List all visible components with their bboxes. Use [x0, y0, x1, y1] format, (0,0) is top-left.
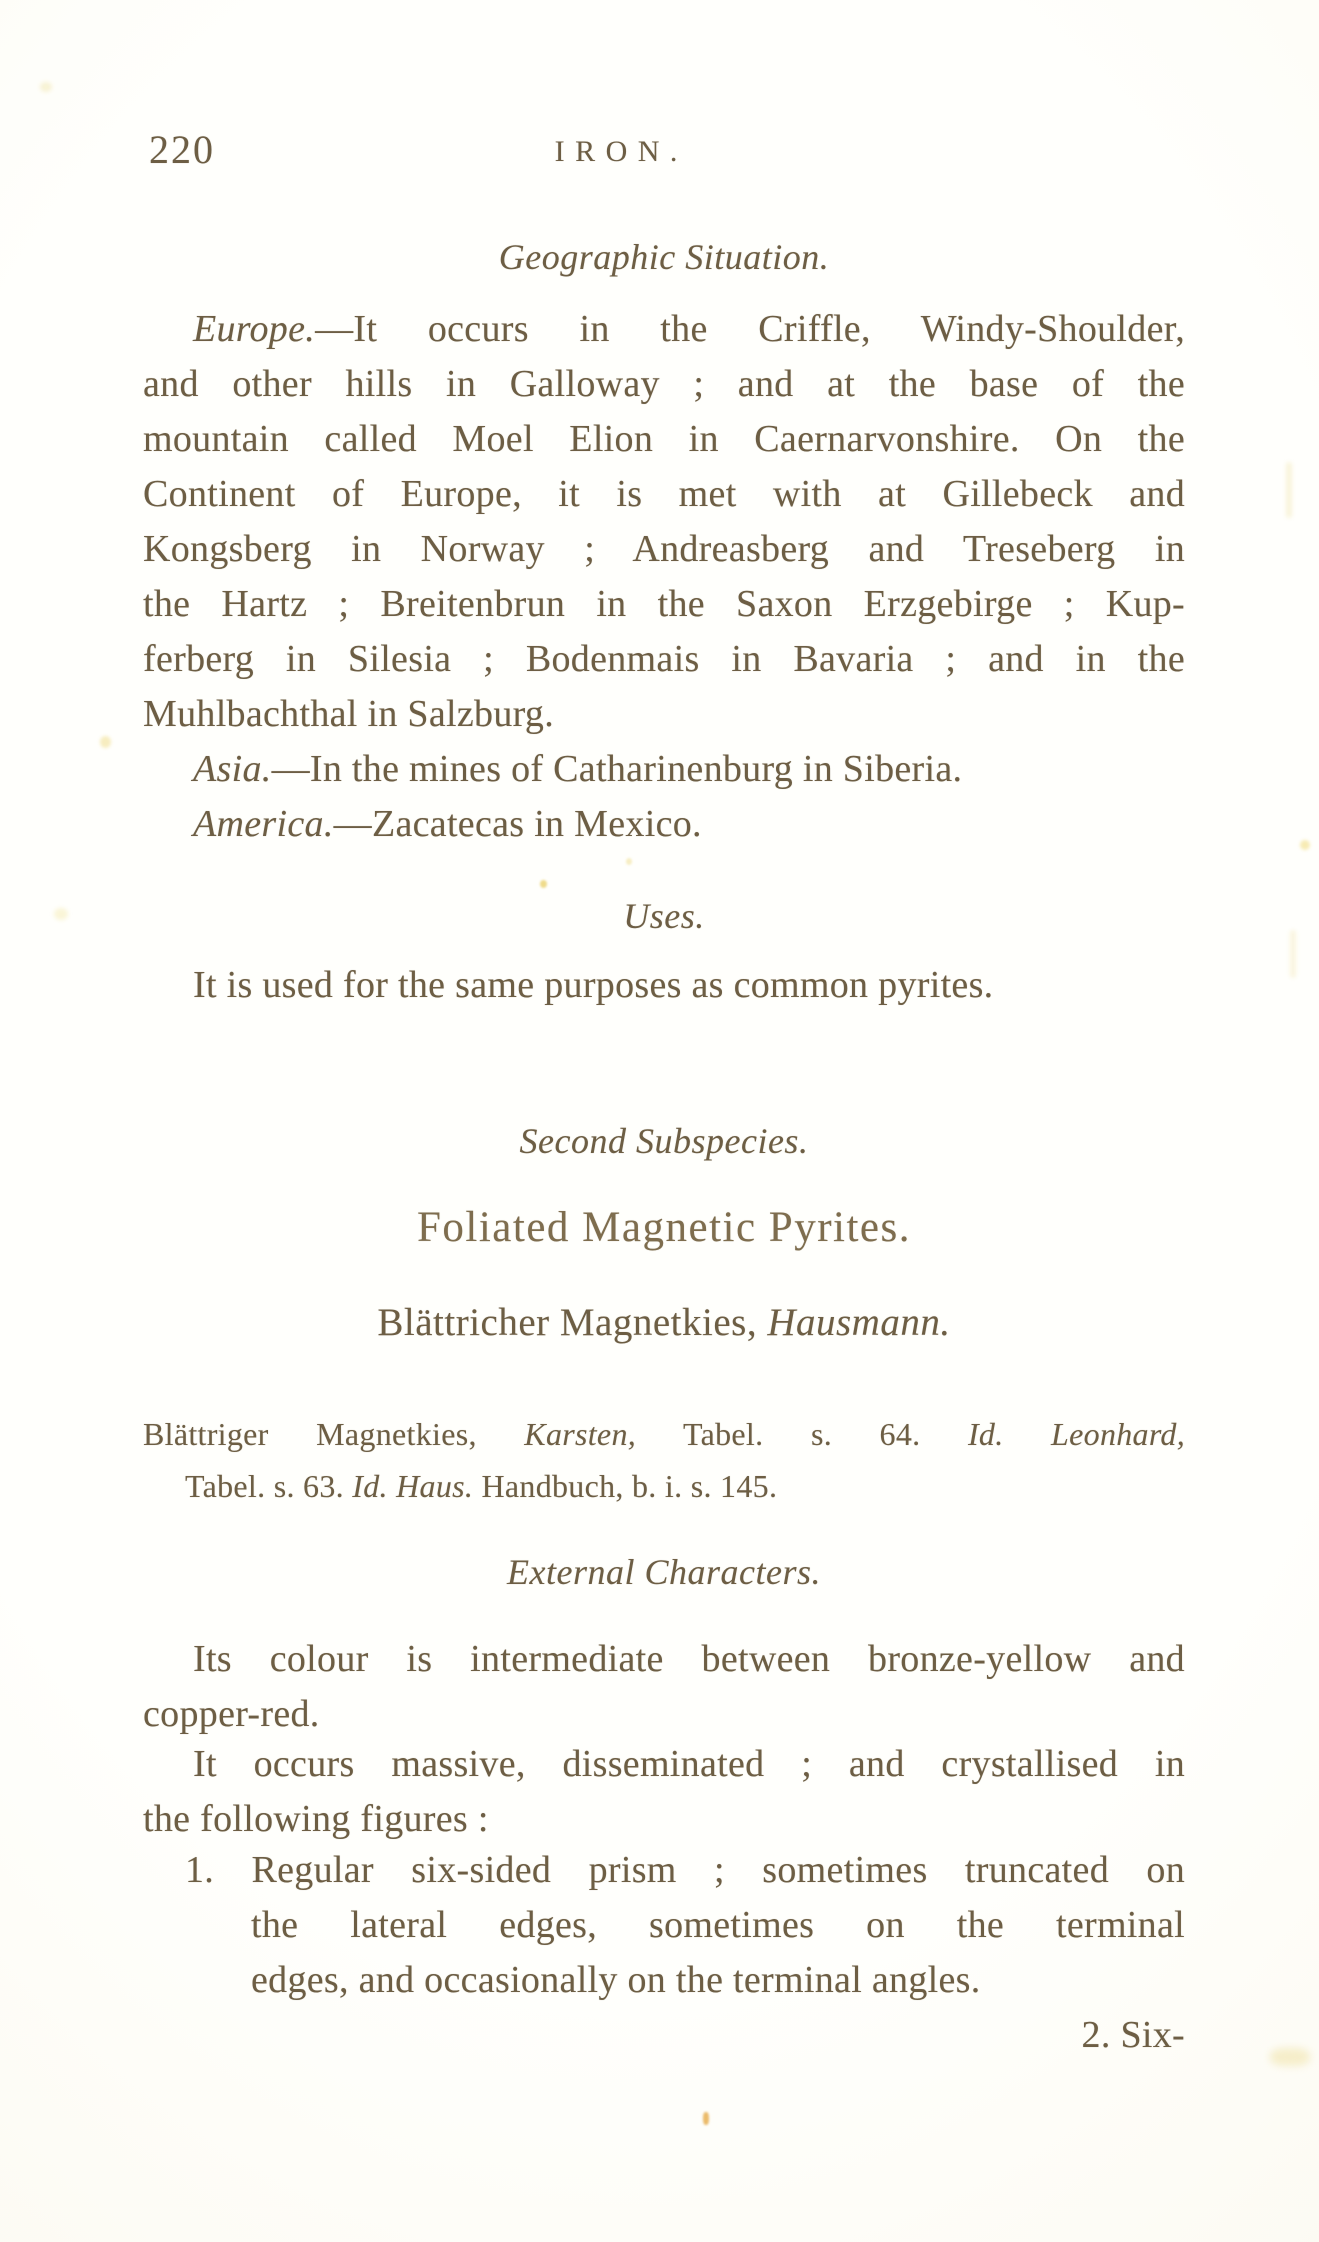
text-line: copper-red.: [143, 1693, 320, 1735]
paper-speck: [703, 2112, 709, 2125]
text-line: 1. Regular six-sided prism ; sometimes truncated on: [185, 1849, 1185, 1891]
paper-speck: [40, 82, 52, 92]
heading-second-subspecies: Second Subspecies.: [519, 1121, 809, 1161]
text-line: and other hills in Galloway ; and at the base of the: [143, 363, 1185, 405]
paper-speck: [1286, 462, 1292, 518]
paper-speck: [54, 908, 68, 920]
text-line: mountain called Moel Elion in Caernarvonshire. On the: [143, 418, 1185, 460]
paragraph-colour: [143, 1632, 1185, 1742]
paper-speck: [1270, 2048, 1310, 2066]
text-line: the following figures :: [143, 1798, 489, 1840]
subtitle-blattricher-magnetkies: Blättricher Magnetkies, Hausmann.: [377, 1301, 951, 1344]
running-title: IRON.: [554, 135, 688, 168]
list-item-1: [143, 1843, 1185, 2008]
text-line: Tabel. s. 63. Id. Haus. Handbuch, b. i. s. 145.: [185, 1468, 778, 1504]
text-line: edges, and occasionally on the terminal angles.: [251, 1959, 981, 2001]
text-line: It occurs massive, disseminated ; and crystallised in: [193, 1743, 1185, 1785]
paragraph-uses: It is used for the same purposes as common pyrites.: [193, 964, 994, 1006]
text-line: the lateral edges, sometimes on the terminal: [251, 1904, 1185, 1946]
paragraph-europe: [143, 302, 1185, 742]
text-line: Its colour is intermediate between bronze-yellow and: [193, 1638, 1185, 1680]
heading-uses: Uses.: [623, 896, 705, 936]
paragraph-lead: Europe.: [193, 308, 316, 350]
page-header: [143, 126, 1185, 190]
paragraph-asia: Asia.—In the mines of Catharinenburg in Siberia.: [193, 748, 963, 790]
paragraph-lead: Asia.: [193, 748, 272, 790]
paper-speck: [100, 736, 111, 748]
heading-geographic-situation: Geographic Situation.: [498, 237, 830, 277]
paper-speck: [1290, 930, 1296, 978]
paper-speck: [626, 858, 632, 865]
paragraph-crystallised: [143, 1737, 1185, 1847]
catchword: 2. Six-: [1081, 2014, 1185, 2056]
paper-speck: [1300, 840, 1310, 850]
title-foliated-magnetic-pyrites: Foliated Magnetic Pyrites.: [416, 1204, 911, 1251]
text-line: ferberg in Silesia ; Bodenmais in Bavaria ; and in the: [143, 638, 1185, 680]
text-line: Muhlbachthal in Salzburg.: [143, 693, 555, 735]
paragraph-asia-america: [143, 742, 1185, 852]
text-line: the Hartz ; Breitenbrun in the Saxon Erzgebirge ; Kup-: [143, 583, 1185, 625]
text-line: Kongsberg in Norway ; Andreasberg and Treseberg in: [143, 528, 1185, 570]
paper-speck: [540, 880, 547, 888]
author-name: Hausmann.: [767, 1301, 951, 1344]
text-line: Europe.—It occurs in the Criffle, Windy-Shoulder,: [193, 308, 1185, 350]
page-number: 220: [149, 127, 215, 172]
text-line: Continent of Europe, it is met with at Gillebeck and: [143, 473, 1185, 515]
heading-external-characters: External Characters.: [507, 1552, 821, 1592]
reference-citations: [143, 1408, 1185, 1512]
text-line: Blättriger Magnetkies, Karsten, Tabel. s. 64. Id. Leonhard,: [143, 1416, 1186, 1452]
paragraph-america: America.—Zacatecas in Mexico.: [193, 803, 702, 845]
paragraph-lead: America.: [193, 803, 334, 845]
